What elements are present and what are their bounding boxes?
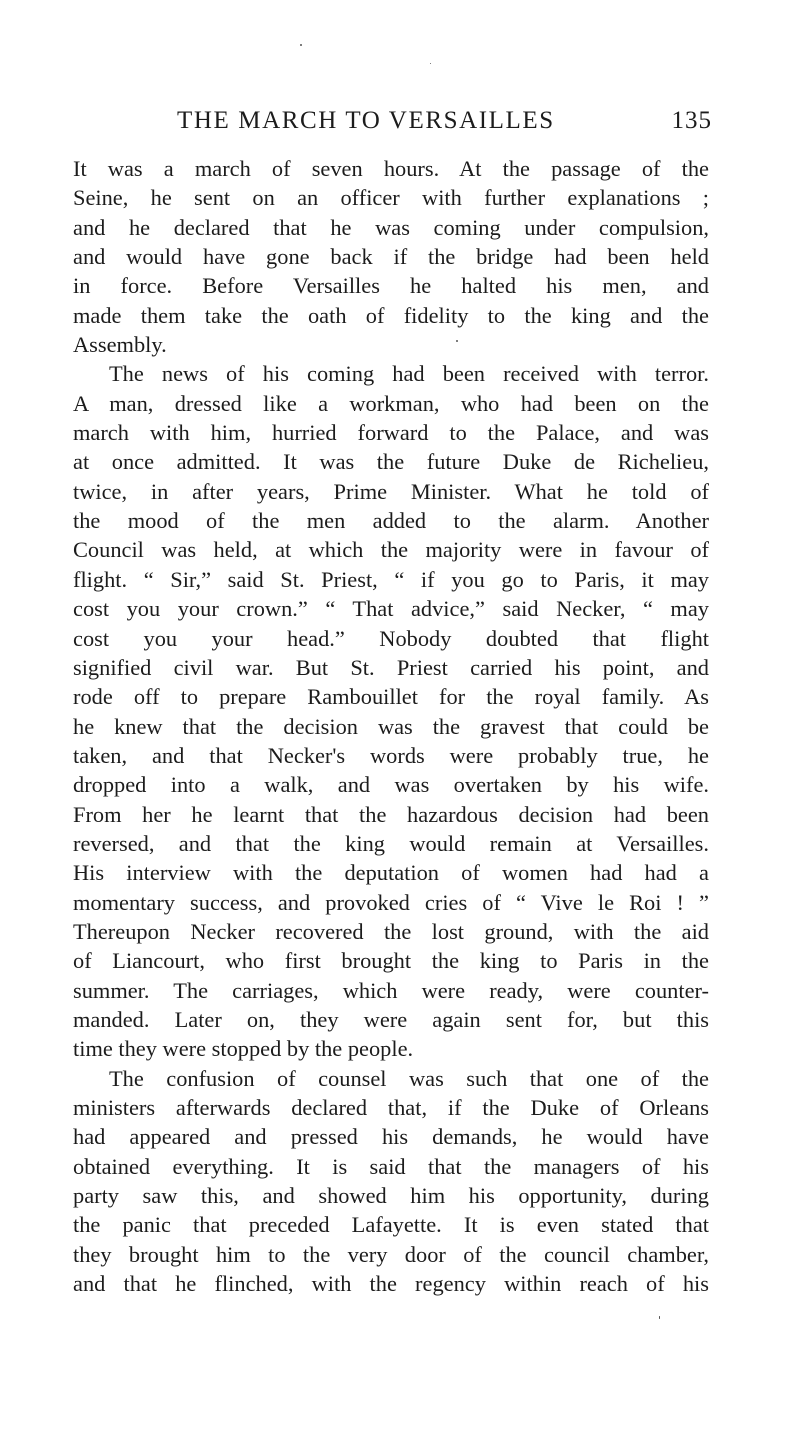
text-line: he knew that the decision was the gravest that could be — [73, 713, 709, 739]
text-line: momentary success, and provoked cries of “ Vive le Roi ! ” — [73, 889, 709, 915]
text-line: A man, dressed like a workman, who had been on the — [73, 390, 709, 416]
text-line: they brought him to the very door of the council chamber, — [73, 1241, 709, 1267]
scan-speck — [659, 1316, 660, 1319]
text-line: march with him, hurried forward to the Palace, and was — [73, 420, 709, 446]
text-line: in force. Before Versailles he halted his men, and — [73, 273, 709, 299]
text-line: time they were stopped by the people. — [73, 1036, 414, 1062]
text-line: His interview with the deputation of women had had a — [73, 860, 709, 886]
text-line: reversed, and that the king would remain at Versailles. — [73, 830, 709, 856]
running-title: THE MARCH TO VERSAILLES — [177, 107, 555, 134]
text-line: signified civil war. But St. Priest carried his point, and — [73, 654, 709, 680]
text-line: party saw this, and showed him his opportunity, during — [73, 1183, 709, 1209]
text-line: and that he flinched, with the regency within reach of his — [73, 1271, 709, 1297]
text-line: the panic that preceded Lafayette. It is even stated that — [73, 1212, 709, 1238]
scan-speck — [300, 44, 302, 46]
text-line: ministers afterwards declared that, if the Duke of Orleans — [73, 1095, 709, 1120]
text-line: Council was held, at which the majority were in favour of — [73, 537, 709, 563]
text-line: The news of his coming had been received with terror. — [109, 361, 709, 387]
text-line: and he declared that he was coming under compulsion, — [73, 214, 709, 240]
text-line: flight. “ Sir,” said St. Priest, “ if you go to Paris, it may — [73, 566, 709, 592]
paragraph — [73, 154, 709, 359]
text-line: cost you your crown.” “ That advice,” said Necker, “ may — [73, 596, 709, 622]
text-line: rode off to prepare Rambouillet for the royal family. As — [73, 684, 709, 710]
scan-speck — [430, 63, 431, 64]
text-line: It was a march of seven hours. At the passage of the — [73, 156, 709, 181]
text-line: taken, and that Necker's words were probably true, he — [73, 742, 709, 768]
text-line: at once admitted. It was the future Duke de Richelieu, — [73, 449, 709, 475]
page-number: 135 — [671, 107, 712, 134]
paragraph — [73, 1064, 709, 1299]
text-line: had appeared and pressed his demands, he would have — [73, 1124, 709, 1150]
text-line: obtained everything. It is said that the managers of his — [73, 1153, 709, 1179]
running-header — [72, 103, 712, 139]
paragraph — [73, 359, 709, 1063]
text-line: Thereupon Necker recovered the lost ground, with the aid — [73, 918, 709, 944]
text-line: and would have gone back if the bridge had been held — [73, 244, 709, 270]
scan-speck — [456, 340, 458, 342]
text-line: summer. The carriages, which were ready, were counter- — [73, 977, 709, 1003]
text-line: of Liancourt, who first brought the king to Paris in the — [73, 948, 709, 974]
text-line: Assembly. — [73, 332, 167, 358]
text-line: cost you your head.” Nobody doubted that flight — [73, 625, 709, 651]
text-line: dropped into a walk, and was overtaken by his wife. — [73, 772, 709, 798]
text-line: the mood of the men added to the alarm. Another — [73, 508, 709, 534]
text-line: twice, in after years, Prime Minister. What he told of — [73, 478, 709, 504]
text-line: From her he learnt that the hazardous decision had been — [73, 801, 709, 827]
text-line: The confusion of counsel was such that one of the — [109, 1065, 709, 1091]
body-text — [73, 154, 709, 1298]
text-line: made them take the oath of fidelity to the king and the — [73, 302, 709, 328]
text-line: Seine, he sent on an officer with further explanations ; — [73, 185, 709, 211]
text-line: manded. Later on, they were again sent for, but this — [73, 1006, 709, 1032]
